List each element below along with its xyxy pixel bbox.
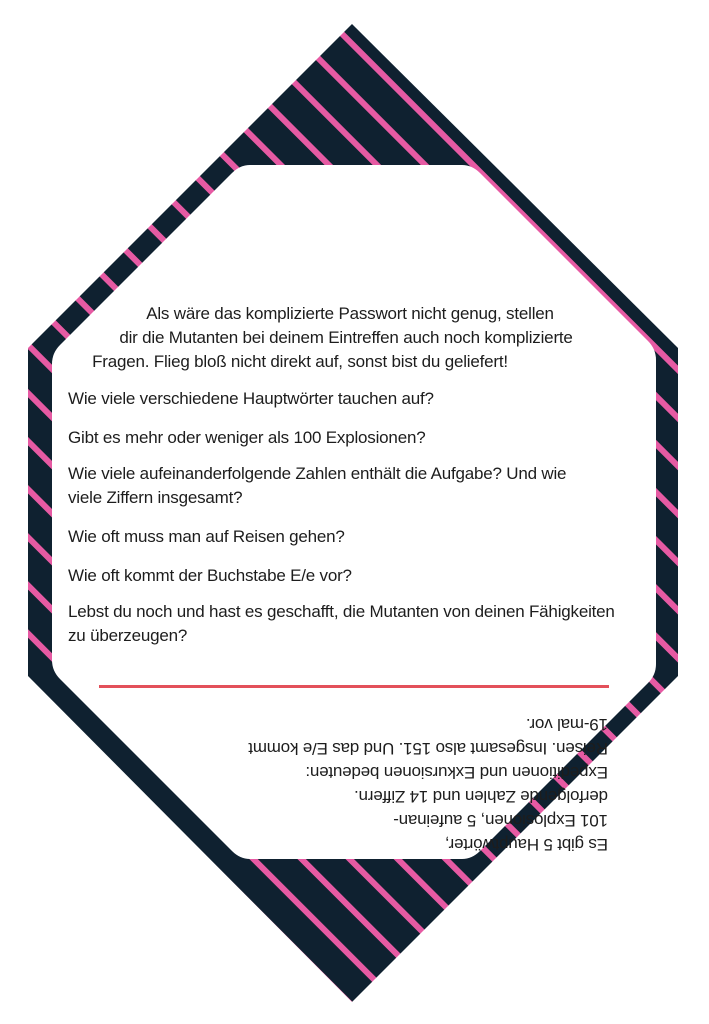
- answer-line-6: 19-mal vor.: [526, 715, 608, 734]
- answer-line-5: Reisen. Insgesamt also 151. Und das E/e kommt: [248, 739, 608, 758]
- question-6-line-1: Lebst du noch und hast es geschafft, die Mutanten von deinen Fähigkeiten: [68, 602, 615, 621]
- intro-line-1: Als wäre das komplizierte Passwort nicht genug, stellen: [146, 304, 554, 323]
- intro-line-2: dir die Mutanten bei deinem Eintreffen auch noch komplizierte: [119, 328, 573, 347]
- answer-line-2: 101 Explosionen, 5 aufeinan-: [393, 811, 608, 830]
- question-6-line-2: zu überzeugen?: [68, 626, 188, 645]
- question-5: Wie oft kommt der Buchstabe E/e vor?: [68, 566, 352, 585]
- question-2: Gibt es mehr oder weniger als 100 Explosionen?: [68, 428, 426, 447]
- question-4: Wie oft muss man auf Reisen gehen?: [68, 527, 345, 546]
- question-3-line-2: viele Ziffern insgesamt?: [68, 488, 243, 507]
- answer-line-3: derfolgende Zahlen und 14 Ziffern.: [354, 787, 608, 806]
- question-1: Wie viele verschiedene Hauptwörter tauchen auf?: [68, 389, 434, 408]
- intro-line-3: Fragen. Flieg bloß nicht direkt auf, sonst bist du geliefert!: [92, 352, 508, 371]
- answer-block-upside-down: [100, 686, 608, 854]
- answer-line-1: Es gibt 5 Hauptwörter,: [445, 835, 608, 854]
- answer-line-4: Expeditionen und Exkursionen bedeuten:: [305, 763, 608, 782]
- question-3-line-1: Wie viele aufeinanderfolgende Zahlen enthält die Aufgabe? Und wie: [68, 464, 567, 483]
